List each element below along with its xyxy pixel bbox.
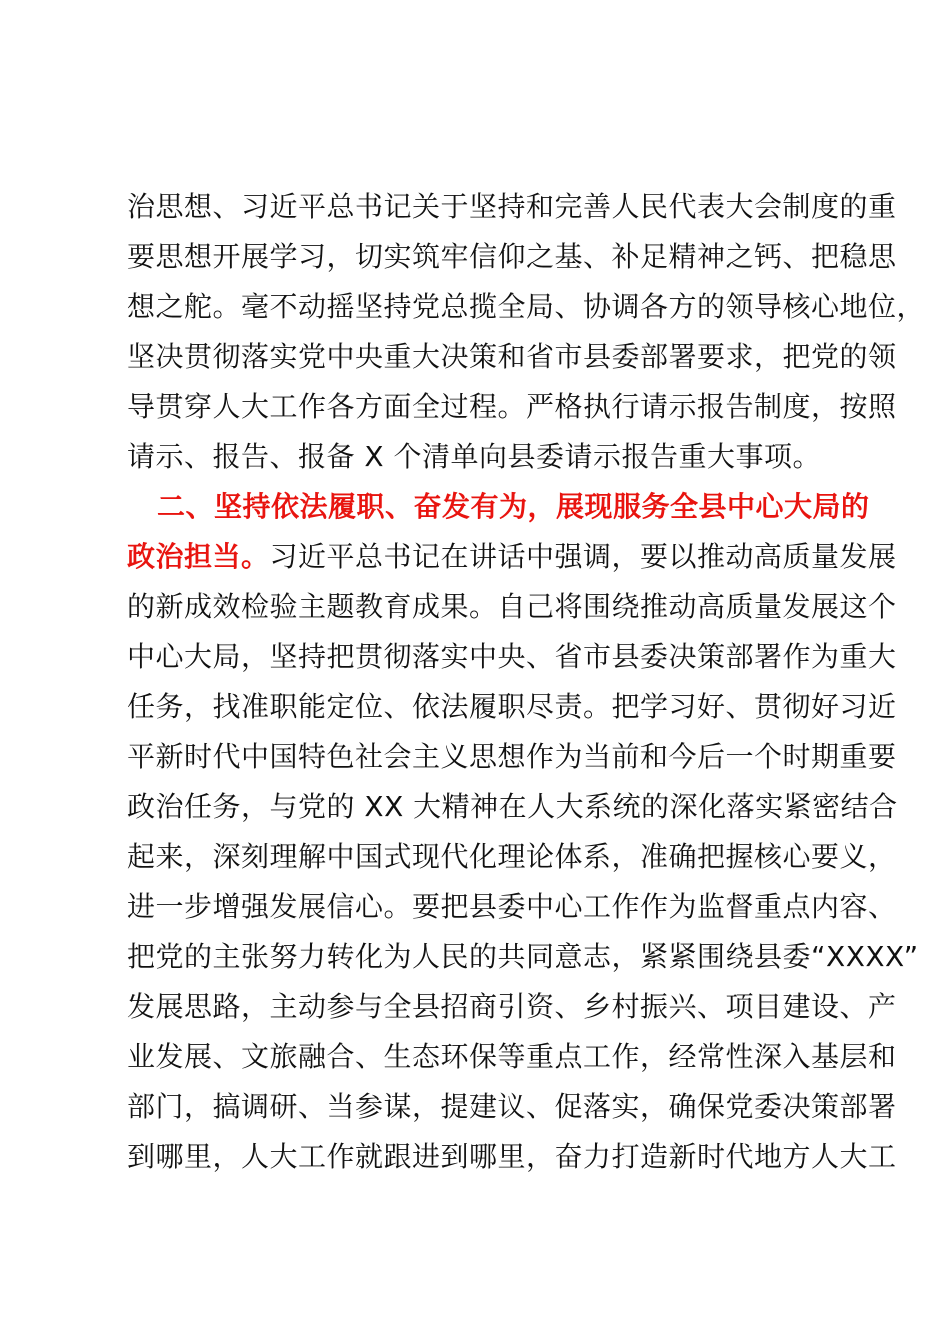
text-line: 进一步增强发展信心。要把县委中心工作作为监督重点内容、 — [127, 890, 897, 923]
text-run: 习近平总书记在讲话中强调，要以推动高质量发展 — [269, 540, 897, 573]
text-line: 到哪里，人大工作就跟进到哪里，奋力打造新时代地方人大工 — [127, 1140, 897, 1173]
text-line: 任务，找准职能定位、依法履职尽责。把学习好、贯彻好习近 — [127, 690, 897, 723]
text-line: 导贯穿人大工作各方面全过程。严格执行请示报告制度，按照 — [127, 390, 897, 423]
text-line: 把党的主张努力转化为人民的共同意志，紧紧围绕县委“XXXX” — [127, 940, 919, 973]
heading-continuation-line — [127, 537, 897, 577]
text-line: 要思想开展学习，切实筑牢信仰之基、补足精神之钙、把稳思 — [127, 240, 897, 273]
text-line: 起来，深刻理解中国式现代化理论体系，准确把握核心要义， — [127, 840, 897, 873]
text-line: 想之舵。毫不动摇坚持党总揽全局、协调各方的领导核心地位， — [127, 290, 926, 323]
text-line: 的新成效检验主题教育成果。自己将围绕推动高质量发展这个 — [127, 590, 897, 623]
text-line: 治思想、习近平总书记关于坚持和完善人民代表大会制度的重 — [127, 190, 897, 223]
text-line: 中心大局，坚持把贯彻落实中央、省市县委决策部署作为重大 — [127, 640, 897, 673]
section-heading-end: 政治担当。 — [127, 540, 270, 573]
text-line: 部门，搞调研、当参谋，提建议、促落实，确保党委决策部署 — [127, 1090, 897, 1123]
section-heading: 二、坚持依法履职、奋发有为，展现服务全县中心大局的 — [157, 490, 870, 523]
text-line: 请示、报告、报备 X 个清单向县委请示报告重大事项。 — [127, 440, 821, 473]
text-line: 发展思路，主动参与全县招商引资、乡村振兴、项目建设、产 — [127, 990, 897, 1023]
text-line: 业发展、文旅融合、生态环保等重点工作，经常性深入基层和 — [127, 1040, 897, 1073]
text-line: 坚决贯彻落实党中央重大决策和省市县委部署要求，把党的领 — [127, 340, 897, 373]
text-line: 平新时代中国特色社会主义思想作为当前和今后一个时期重要 — [127, 740, 897, 773]
text-line: 政治任务，与党的 XX 大精神在人大系统的深化落实紧密结合 — [127, 790, 898, 823]
